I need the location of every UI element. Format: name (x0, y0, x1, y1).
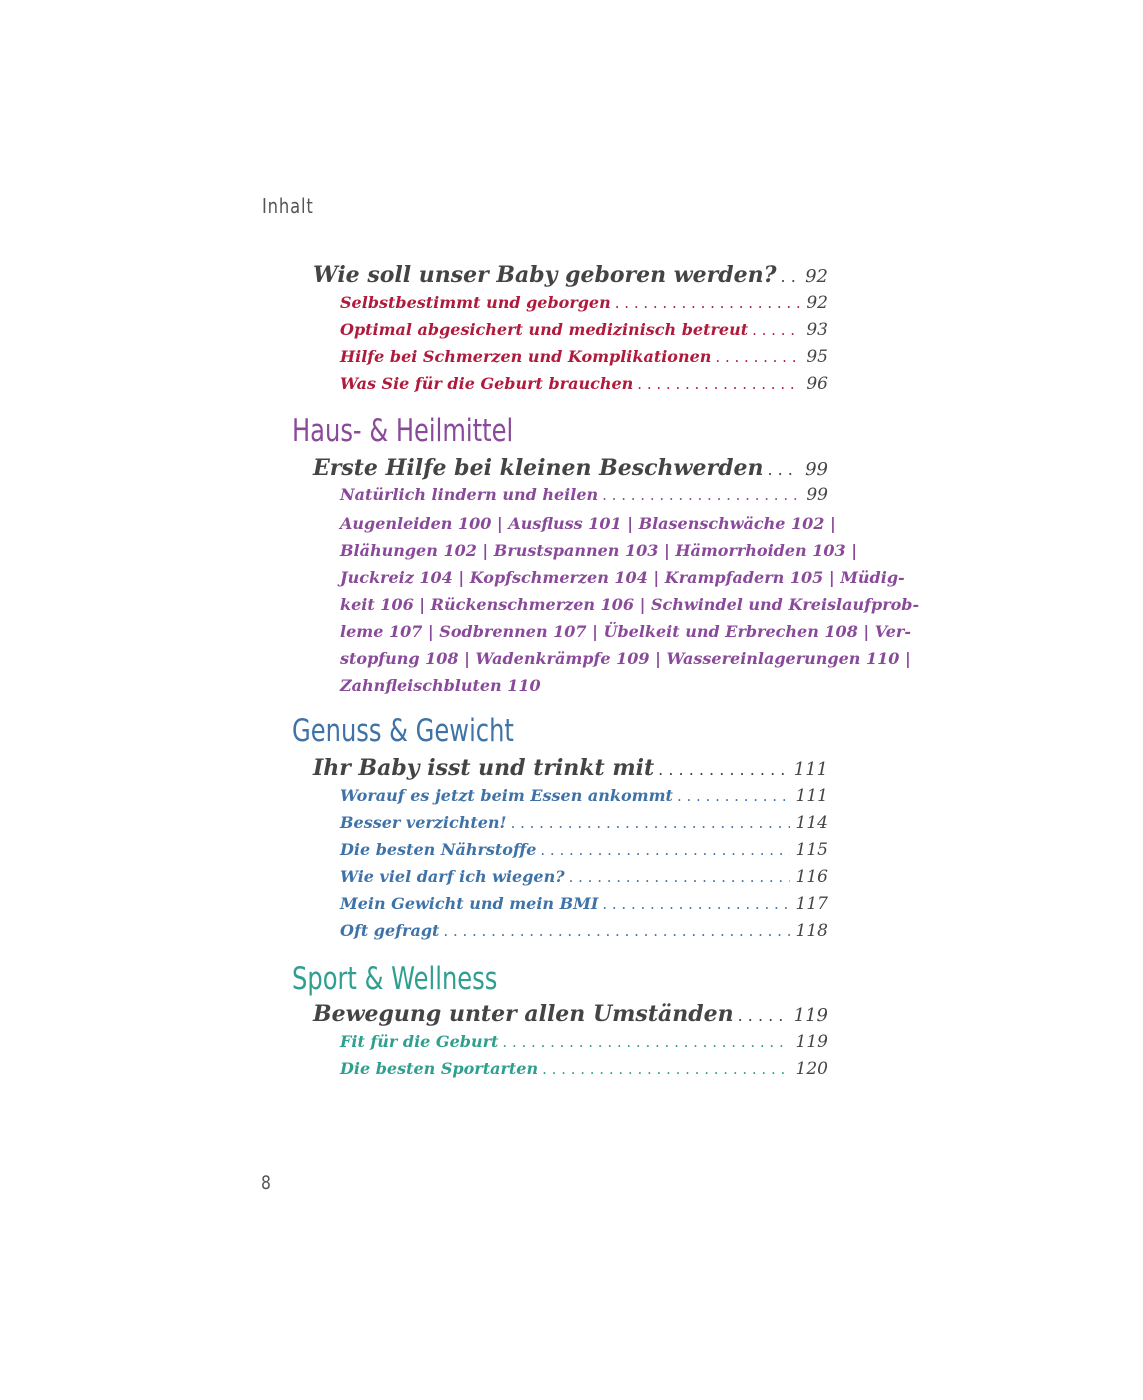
toc-page-number: 99 (806, 485, 828, 505)
toc-entry[interactable] (340, 894, 828, 918)
dot-leader (637, 375, 800, 393)
toc-page-number: 118 (795, 921, 828, 941)
dot-leader (602, 895, 789, 913)
toc-page-number: 92 (806, 293, 828, 313)
toc-chapter[interactable] (313, 755, 828, 785)
toc-entry-title: Die besten Nährstoffe (340, 840, 537, 859)
toc-page-number: 95 (806, 347, 828, 367)
section-heading-haus-heilmittel: Haus- & Heilmittel (292, 413, 514, 449)
toc-entry[interactable] (340, 347, 828, 371)
toc-page-number: 119 (795, 1032, 828, 1052)
toc-entry[interactable] (340, 1032, 828, 1056)
dot-leader (767, 460, 799, 479)
page-number: 8 (261, 1172, 271, 1194)
toc-page-number: 120 (795, 1059, 828, 1079)
paragraph-line: leme 107 | Sodbrennen 107 | Übelkeit und Erbrechen 108 | Ver- (340, 622, 911, 641)
toc-page-number: 111 (795, 786, 828, 806)
toc-page-number: 92 (805, 266, 828, 287)
toc-entry[interactable] (340, 320, 828, 344)
toc-entry[interactable] (340, 840, 828, 864)
section-heading-sport-wellness: Sport & Wellness (292, 961, 498, 997)
toc-page-number: 114 (795, 813, 828, 833)
dot-leader (569, 868, 790, 886)
toc-entry[interactable] (340, 293, 828, 317)
toc-entry-title: Besser verzichten! (340, 813, 507, 832)
toc-entry-title: Was Sie für die Geburt brauchen (340, 374, 634, 393)
paragraph-line: Zahnfleischbluten 110 (340, 676, 541, 695)
toc-page-number: 99 (805, 459, 828, 480)
dot-leader (781, 267, 800, 286)
dot-leader (615, 294, 801, 312)
paragraph-line: keit 106 | Rückenschmerzen 106 | Schwindel und Kreislaufprob- (340, 595, 920, 614)
toc-chapter[interactable] (313, 1001, 828, 1031)
toc-chapter-title: Bewegung unter allen Umständen (313, 1001, 734, 1027)
paragraph-line: Juckreiz 104 | Kopfschmerzen 104 | Krampfadern 105 | Müdig- (340, 568, 905, 587)
toc-entry[interactable] (340, 485, 828, 509)
toc-entry-title: Worauf es jetzt beim Essen ankommt (340, 786, 673, 805)
dot-leader (443, 922, 789, 940)
dot-leader (738, 1006, 788, 1025)
toc-entry-title: Oft gefragt (340, 921, 440, 940)
toc-page-number: 111 (793, 759, 828, 780)
toc-page-number: 119 (793, 1005, 828, 1026)
paragraph-line: Augenleiden 100 | Ausfluss 101 | Blasenschwäche 102 | (340, 514, 836, 533)
dot-leader (677, 787, 790, 805)
section-heading-genuss-gewicht: Genuss & Gewicht (292, 713, 514, 749)
toc-page-number: 115 (795, 840, 828, 860)
toc-chapter[interactable] (313, 455, 828, 485)
toc-page-number: 93 (806, 320, 828, 340)
dot-leader (658, 760, 787, 779)
toc-entry-title: Mein Gewicht und mein BMI (340, 894, 599, 913)
paragraph-line: stopfung 108 | Wadenkrämpfe 109 | Wassereinlagerungen 110 | (340, 649, 911, 668)
toc-entry[interactable] (340, 921, 828, 945)
dot-leader (511, 814, 790, 832)
toc-entry[interactable] (340, 813, 828, 837)
dot-leader (602, 486, 800, 504)
toc-entry-title: Wie viel darf ich wiegen? (340, 867, 565, 886)
toc-entry-title: Fit für die Geburt (340, 1032, 499, 1051)
toc-chapter-title: Ihr Baby isst und trinkt mit (313, 755, 655, 781)
toc-entry-title: Selbstbestimmt und geborgen (340, 293, 611, 312)
toc-chapter[interactable] (313, 262, 828, 292)
paragraph-line: Blähungen 102 | Brustspannen 103 | Hämorrhoiden 103 | (340, 541, 858, 560)
toc-chapter-title: Erste Hilfe bei kleinen Beschwerden (313, 455, 764, 481)
toc-entry[interactable] (340, 786, 828, 810)
toc-page-number: 116 (795, 867, 828, 887)
dot-leader (715, 348, 800, 366)
toc-entry-title: Die besten Sportarten (340, 1059, 539, 1078)
dot-leader (542, 1060, 789, 1078)
toc-page-number: 96 (806, 374, 828, 394)
running-head: Inhalt (262, 194, 314, 218)
toc-entry-title: Natürlich lindern und heilen (340, 485, 599, 504)
toc-entry-title: Optimal abgesichert und medizinisch betreut (340, 320, 749, 339)
toc-page-number: 117 (795, 894, 828, 914)
dot-leader (752, 321, 800, 339)
toc-entry[interactable] (340, 1059, 828, 1083)
toc-chapter-title: Wie soll unser Baby geboren werden? (313, 262, 777, 288)
toc-entry[interactable] (340, 867, 828, 891)
dot-leader (502, 1033, 789, 1051)
toc-entry[interactable] (340, 374, 828, 398)
dot-leader (540, 841, 789, 859)
complaints-index-paragraph (340, 510, 920, 699)
toc-entry-title: Hilfe bei Schmerzen und Komplikationen (340, 347, 712, 366)
